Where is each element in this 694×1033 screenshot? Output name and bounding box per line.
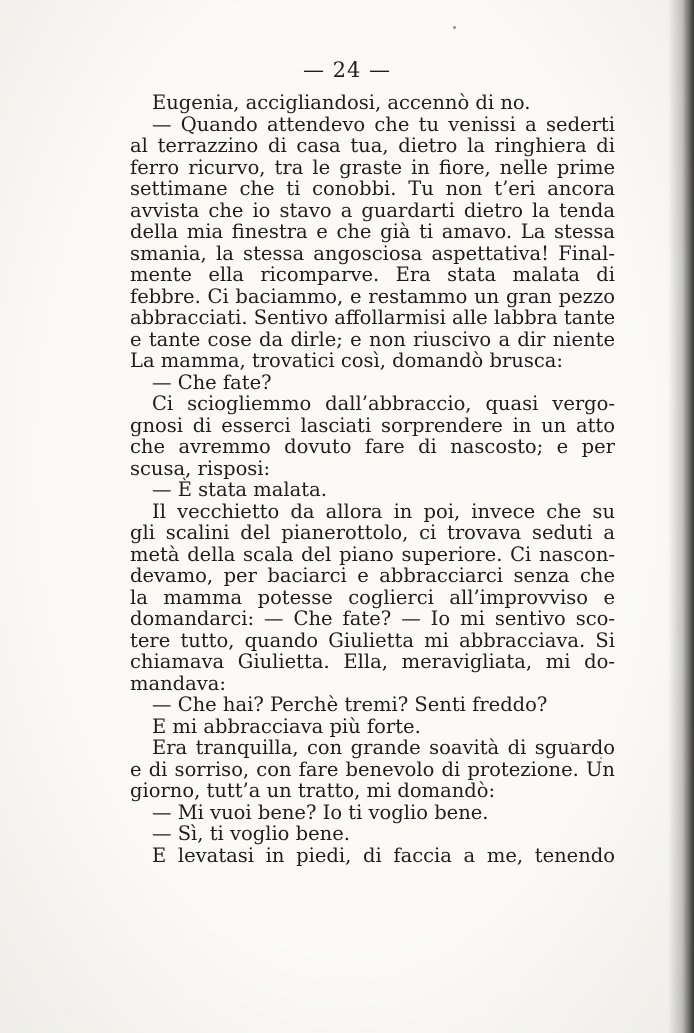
text-line: smania, la stessa angosciosa aspettativa! Final- <box>130 241 615 265</box>
text-line: al terrazzino di casa tua, dietro la ringhiera di <box>130 134 615 157</box>
text-line: — Quando attendevo che tu venissi a sederti <box>152 112 615 136</box>
text-line: Era tranquilla, con grande soavità di sguardo <box>152 736 615 759</box>
text-line: della mia finestra e che già ti amavo. La stessa <box>130 220 615 243</box>
text-line: Eugenia, accigliandosi, accennò di no. <box>152 91 531 114</box>
page-number: — 24 — <box>302 58 392 82</box>
text-line: — Mi vuoi bene? Io ti voglio bene. <box>152 800 489 824</box>
text-line: giorno, tutt’a un tratto, mi domandò: <box>130 779 496 802</box>
text-line: chiamava Giulietta. Ella, meravigliata, mi do- <box>130 650 615 673</box>
text-line: che avremmo dovuto fare di nascosto; e per <box>130 435 615 458</box>
text-line: ferro ricurvo, tra le graste in fiore, nelle prime <box>130 155 615 179</box>
text-line: e tante cose da dirle; e non riuscivo a dir niente <box>130 327 615 351</box>
text-line: — È stata malata. <box>152 478 327 501</box>
text-line: devamo, per baciarci e abbracciarci senza che <box>130 564 615 587</box>
binding-shadow <box>668 0 694 1033</box>
text-line: tere tutto, quando Giulietta mi abbracciava. Si <box>130 628 615 652</box>
text-line: metà della scala del piano superiore. Ci nascon- <box>130 542 615 566</box>
text-line: febbre. Ci baciammo, e restammo un gran pezzo <box>130 284 615 308</box>
text-line: abbracciati. Sentivo affollarmisi alle labbra tante <box>130 306 616 329</box>
ink-speck <box>453 26 456 29</box>
text-line: mandava: <box>130 671 226 695</box>
text-line: settimane che ti conobbi. Tu non t’eri ancora <box>130 177 615 200</box>
text-line: — Che hai? Perchè tremi? Senti freddo? <box>152 693 548 716</box>
text-line: avvista che io stavo a guardarti dietro la tenda <box>130 198 615 222</box>
text-line: gli scalini del pianerottolo, ci trovava seduti a <box>130 521 615 544</box>
text-line: domandarci: — Che fate? — Io mi sentivo sco- <box>130 607 615 630</box>
text-line: e di sorriso, con fare benevolo di protezione. Un <box>130 757 615 781</box>
text-line: Il vecchietto da allora in poi, invece che su <box>152 499 615 523</box>
text-line: E levatasi in piedi, di faccia a me, tenendo <box>152 843 615 867</box>
body-text <box>130 92 615 866</box>
text-line: — Che fate? <box>152 370 272 394</box>
text-line: gnosi di esserci lasciati sorprendere in un atto <box>130 413 615 437</box>
text-line: — Sì, ti voglio bene. <box>152 822 350 845</box>
text-line: mente ella ricomparve. Era stata malata di <box>130 263 615 286</box>
text-line: La mamma, trovatici così, domandò brusca: <box>130 349 563 372</box>
text-line: scusa, risposi: <box>130 456 271 480</box>
text-line: E mi abbracciava più forte. <box>152 714 421 738</box>
text-line: Ci sciogliemmo dall’abbraccio, quasi vergo- <box>152 392 615 415</box>
text-line: la mamma potesse coglierci all’improvviso e <box>130 585 615 609</box>
